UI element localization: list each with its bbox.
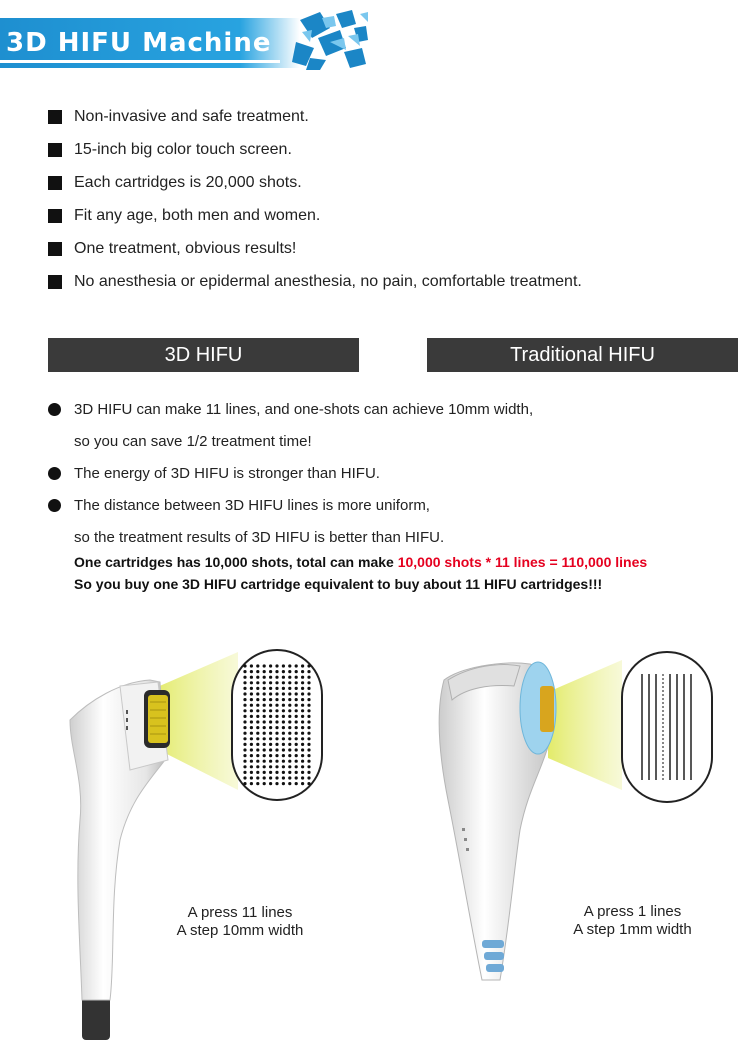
- caption-traditional-hifu: [545, 903, 720, 939]
- list-item: [48, 265, 582, 298]
- list-item: [48, 133, 582, 166]
- caption-line: A press 11 lines: [187, 904, 293, 921]
- tab-3d-hifu: 3D HIFU: [48, 338, 359, 372]
- list-item: [48, 166, 582, 199]
- caption-3d-hifu: [150, 904, 330, 940]
- square-bullet-icon: [48, 143, 62, 157]
- caption-line: A step 10mm width: [176, 922, 304, 939]
- note-text: One cartridges has 10,000 shots, total can make: [74, 554, 398, 570]
- list-item: [48, 100, 582, 133]
- cartridge-note-2: So you buy one 3D HIFU cartridge equivalent to buy about 11 HIFU cartridges!!!: [74, 576, 603, 592]
- header-banner: [0, 8, 370, 72]
- square-bullet-icon: [48, 176, 62, 190]
- list-item: [48, 457, 533, 489]
- cartridge-note: [74, 554, 647, 570]
- round-bullet-icon: [48, 467, 61, 480]
- tab-traditional-hifu: Traditional HIFU: [427, 338, 738, 372]
- list-item: [48, 489, 533, 553]
- beam-shape: [548, 660, 622, 790]
- 3d-hifu-handpiece-illustration: [60, 640, 340, 1040]
- transducer-head: [540, 686, 554, 732]
- caption-line: A press 1 lines: [583, 903, 682, 920]
- feature-text: Each cartridges is 20,000 shots.: [74, 173, 302, 191]
- square-bullet-icon: [48, 209, 62, 223]
- round-bullet-icon: [48, 499, 61, 512]
- caption-line: A step 1mm width: [573, 921, 692, 938]
- feature-text: Fit any age, both men and women.: [74, 206, 321, 224]
- point-text: 3D HIFU can make 11 lines, and one-shots can achieve 10mm width,: [74, 400, 534, 418]
- list-item: [48, 393, 533, 457]
- round-bullet-icon: [48, 403, 61, 416]
- point-text: The energy of 3D HIFU is stronger than HIFU.: [74, 464, 380, 482]
- page-title: 3D HIFU Machine: [6, 28, 272, 58]
- note-highlight: 10,000 shots * 11 lines = 110,000 lines: [397, 554, 648, 570]
- feature-list: [48, 100, 582, 298]
- list-item: [48, 232, 582, 265]
- square-bullet-icon: [48, 275, 62, 289]
- comparison-list: [48, 393, 533, 553]
- feature-text: One treatment, obvious results!: [74, 239, 297, 257]
- square-bullet-icon: [48, 242, 62, 256]
- square-bullet-icon: [48, 110, 62, 124]
- feature-text: Non-invasive and safe treatment.: [74, 107, 309, 125]
- point-text: so the treatment results of 3D HIFU is better than HIFU.: [74, 528, 445, 546]
- list-item: [48, 199, 582, 232]
- line-pattern-capsule: [622, 652, 712, 802]
- point-text: The distance between 3D HIFU lines is more uniform,: [74, 496, 430, 514]
- point-text: so you can save 1/2 treatment time!: [74, 432, 312, 450]
- feature-text: No anesthesia or epidermal anesthesia, no pain, comfortable treatment.: [74, 272, 582, 290]
- feature-text: 15-inch big color touch screen.: [74, 140, 292, 158]
